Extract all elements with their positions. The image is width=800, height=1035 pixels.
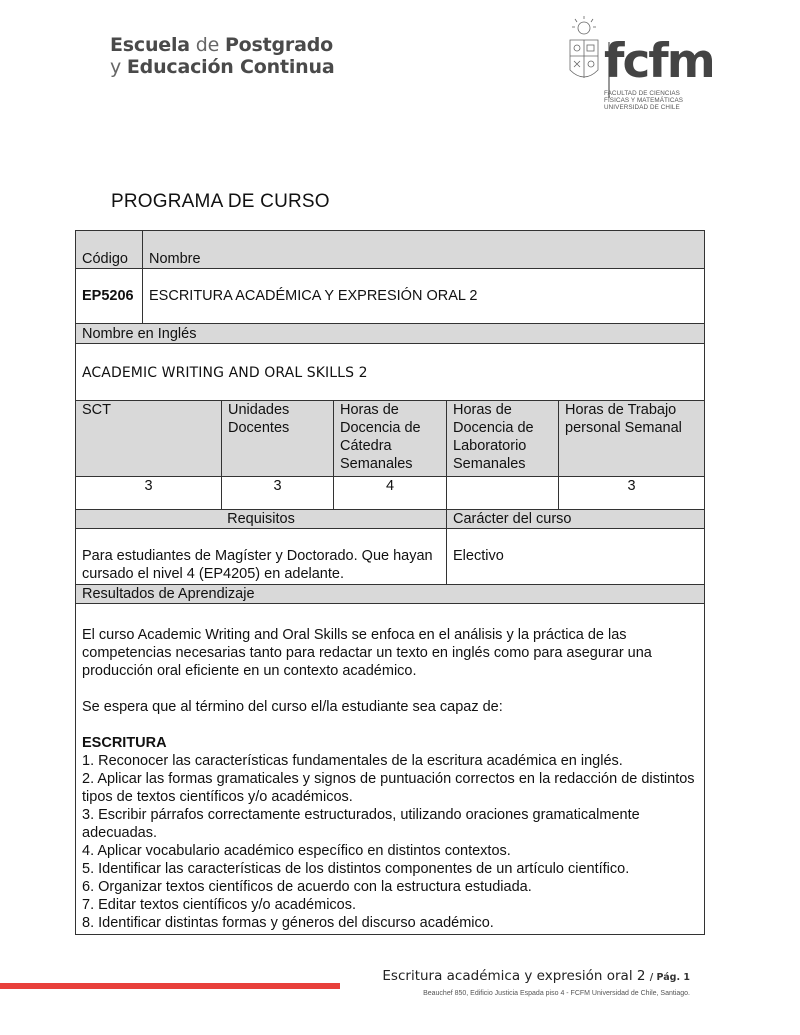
list-item: 5. Identificar las características de los distintos componentes de un artículo científico. — [82, 861, 630, 877]
resultados-label: Resultados de Aprendizaje — [76, 585, 705, 604]
table-row — [76, 585, 705, 604]
table-row — [76, 604, 705, 935]
table-row — [76, 529, 705, 585]
list-item: 2. Aplicar las formas gramaticales y signos de puntuación correctos en la redacción de distintos tipos de textos científicos y/o académicos. — [82, 771, 695, 805]
requisitos-value: Para estudiantes de Magíster y Doctorado. Que hayan cursado el nivel 4 (EP4205) en adelante. — [76, 529, 447, 585]
catedra-header: Horas de Docencia de Cátedra Semanales — [334, 401, 447, 477]
list-item: 1. Reconocer las características fundamentales de la escritura académica en inglés. — [82, 753, 623, 769]
school-logo-word: y — [110, 56, 122, 78]
list-item: 4. Aplicar vocabulario académico específico en distintos contextos. — [82, 843, 511, 859]
sct-header: SCT — [76, 401, 222, 477]
course-name: ESCRITURA ACADÉMICA Y EXPRESIÓN ORAL 2 — [143, 269, 705, 324]
table-row — [76, 269, 705, 324]
unidades-header: Unidades Docentes — [222, 401, 334, 477]
footer-address: Beauchef 850, Edificio Justicia Espada piso 4 - FCFM Universidad de Chile, Santiago. — [423, 990, 690, 997]
caracter-label: Carácter del curso — [447, 510, 705, 529]
document-title: PROGRAMA DE CURSO — [111, 191, 330, 212]
table-row — [76, 344, 705, 401]
table-row — [76, 324, 705, 344]
school-logo — [110, 34, 370, 78]
trabajo-value: 3 — [559, 477, 705, 510]
caracter-value: Electivo — [447, 529, 705, 585]
laboratorio-header: Horas de Docencia de Laboratorio Semanales — [447, 401, 559, 477]
faculty-name-line: FACULTAD DE CIENCIAS — [604, 90, 680, 97]
school-logo-line-2 — [110, 56, 370, 78]
faculty-name — [604, 90, 683, 111]
english-name: ACADEMIC WRITING AND ORAL SKILLS 2 — [76, 344, 705, 401]
course-program-table — [75, 230, 705, 935]
faculty-logo — [560, 12, 714, 117]
laboratorio-value — [447, 477, 559, 510]
table-row — [76, 401, 705, 477]
english-name-label: Nombre en Inglés — [76, 324, 705, 344]
footer-accent-bar — [0, 983, 340, 989]
nombre-label: Nombre — [143, 231, 705, 269]
list-item: 6. Organizar textos científicos de acuerdo con la estructura estudiada. — [82, 879, 532, 895]
table-row — [76, 510, 705, 529]
school-logo-word: Postgrado — [224, 34, 333, 56]
footer-page-number: / Pág. 1 — [649, 972, 690, 983]
trabajo-header: Horas de Trabajo personal Semanal — [559, 401, 705, 477]
sct-value: 3 — [76, 477, 222, 510]
list-item: 8. Identificar distintas formas y géneros del discurso académico. — [82, 915, 494, 931]
faculty-name-line: UNIVERSIDAD DE CHILE — [604, 104, 680, 111]
footer-course-name: Escritura académica y expresión oral 2 — [382, 968, 646, 984]
list-item: 7. Editar textos científicos y/o académicos. — [82, 897, 357, 913]
school-logo-word: de — [195, 34, 220, 56]
resultados-intro: El curso Academic Writing and Oral Skills se enfoca en el análisis y la práctica de las competencias necesarias tanto para redactar un texto en inglés como para asegurar una producción oral eficiente en un contexto académico. — [82, 627, 652, 679]
school-logo-word: Educación Continua — [126, 56, 335, 78]
requisitos-label: Requisitos — [76, 510, 447, 529]
escritura-heading: ESCRITURA — [82, 735, 167, 751]
school-logo-word: Escuela — [110, 34, 190, 56]
unidades-value: 3 — [222, 477, 334, 510]
list-item: 3. Escribir párrafos correctamente estructurados, utilizando oraciones gramaticalmente adecuadas. — [82, 807, 640, 841]
resultados-content — [76, 604, 705, 935]
footer-course-title — [382, 968, 690, 984]
fcfm-wordmark: fcfm — [604, 34, 714, 89]
codigo-label: Código — [76, 231, 143, 269]
university-seal-icon — [564, 14, 604, 94]
table-row — [76, 231, 705, 269]
faculty-name-line: FÍSICAS Y MATEMÁTICAS — [604, 97, 684, 104]
school-logo-line-1 — [110, 34, 370, 56]
course-code: EP5206 — [76, 269, 143, 324]
catedra-value: 4 — [334, 477, 447, 510]
resultados-expect: Se espera que al término del curso el/la estudiante sea capaz de: — [82, 699, 503, 715]
table-row — [76, 477, 705, 510]
